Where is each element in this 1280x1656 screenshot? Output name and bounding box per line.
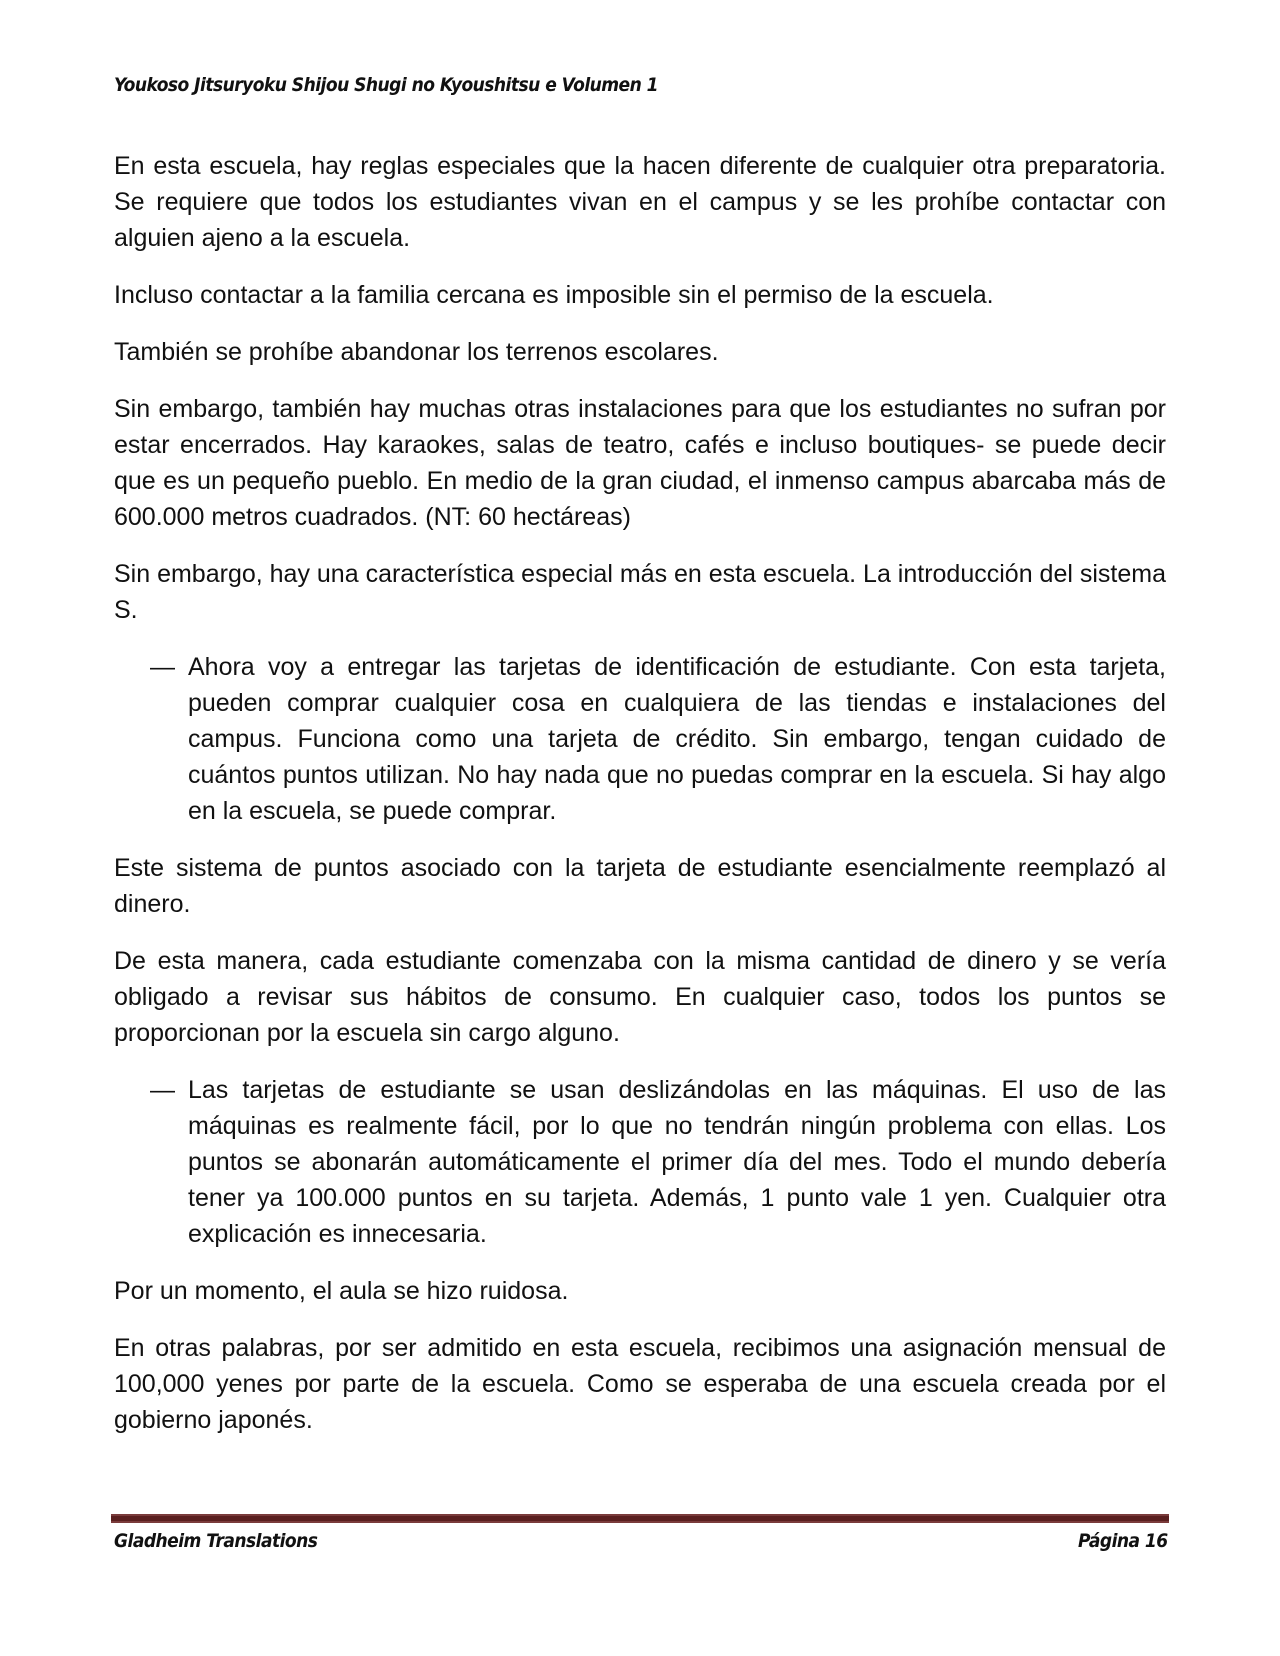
running-header: Youkoso Jitsuryoku Shijou Shugi no Kyoushitsu e Volumen 1	[114, 74, 659, 96]
paragraph: Sin embargo, también hay muchas otras instalaciones para que los estudiantes no sufran por estar encerrados. Hay karaokes, salas de teatro, cafés e incluso boutiques- se puede decir que es un pequeño pueblo. En medio de la gran ciudad, el inmenso campus abarcaba más de 600.000 metros cuadrados. (NT: 60 hectáreas)	[114, 395, 1166, 531]
footer-page-number: Página 16	[1078, 1530, 1168, 1552]
paragraph: En otras palabras, por ser admitido en esta escuela, recibimos una asignación mensual de 100,000 yenes por parte de la escuela. Como se esperaba de una escuela creada por el gobierno japonés.	[114, 1334, 1166, 1434]
em-dash: —	[150, 1076, 175, 1104]
footer-publisher: Gladheim Translations	[114, 1530, 318, 1552]
em-dash: —	[150, 653, 175, 681]
paragraph: De esta manera, cada estudiante comenzaba con la misma cantidad de dinero y se vería obligado a revisar sus hábitos de consumo. En cualquier caso, todos los puntos se proporcionan por la escuela sin cargo alguno.	[114, 947, 1166, 1047]
paragraph: También se prohíbe abandonar los terrenos escolares.	[114, 338, 719, 366]
paragraph: Sin embargo, hay una característica especial más en esta escuela. La introducción del sistema S.	[114, 560, 1166, 624]
dialogue-paragraph	[150, 649, 1166, 829]
dialogue-paragraph	[150, 1072, 1166, 1252]
body-text	[114, 148, 1166, 1459]
paragraph: Este sistema de puntos asociado con la tarjeta de estudiante esencialmente reemplazó al dinero.	[114, 854, 1166, 918]
dialogue-text: Las tarjetas de estudiante se usan deslizándolas en las máquinas. El uso de las máquinas es realmente fácil, por lo que no tendrán ningún problema con ellas. Los puntos se abonarán automáticamente el primer día del mes. Todo el mundo debería tener ya 100.000 puntos en su tarjeta. Además, 1 punto vale 1 yen. Cualquier otra explicación es innecesaria.	[188, 1076, 1166, 1248]
footer-rule	[111, 1514, 1169, 1523]
dialogue-text: Ahora voy a entregar las tarjetas de identificación de estudiante. Con esta tarjeta, pueden comprar cualquier cosa en cualquiera de las tiendas e instalaciones del campus. Funciona como una tarjeta de crédito. Sin embargo, tengan cuidado de cuántos puntos utilizan. No hay nada que no puedas comprar en la escuela. Si hay algo en la escuela, se puede comprar.	[188, 653, 1166, 825]
paragraph: Incluso contactar a la familia cercana es imposible sin el permiso de la escuela.	[114, 281, 994, 309]
paragraph: Por un momento, el aula se hizo ruidosa.	[114, 1277, 569, 1305]
paragraph: En esta escuela, hay reglas especiales que la hacen diferente de cualquier otra preparatoria. Se requiere que todos los estudiantes vivan en el campus y se les prohíbe contactar con alguien ajeno a la escuela.	[114, 152, 1166, 252]
